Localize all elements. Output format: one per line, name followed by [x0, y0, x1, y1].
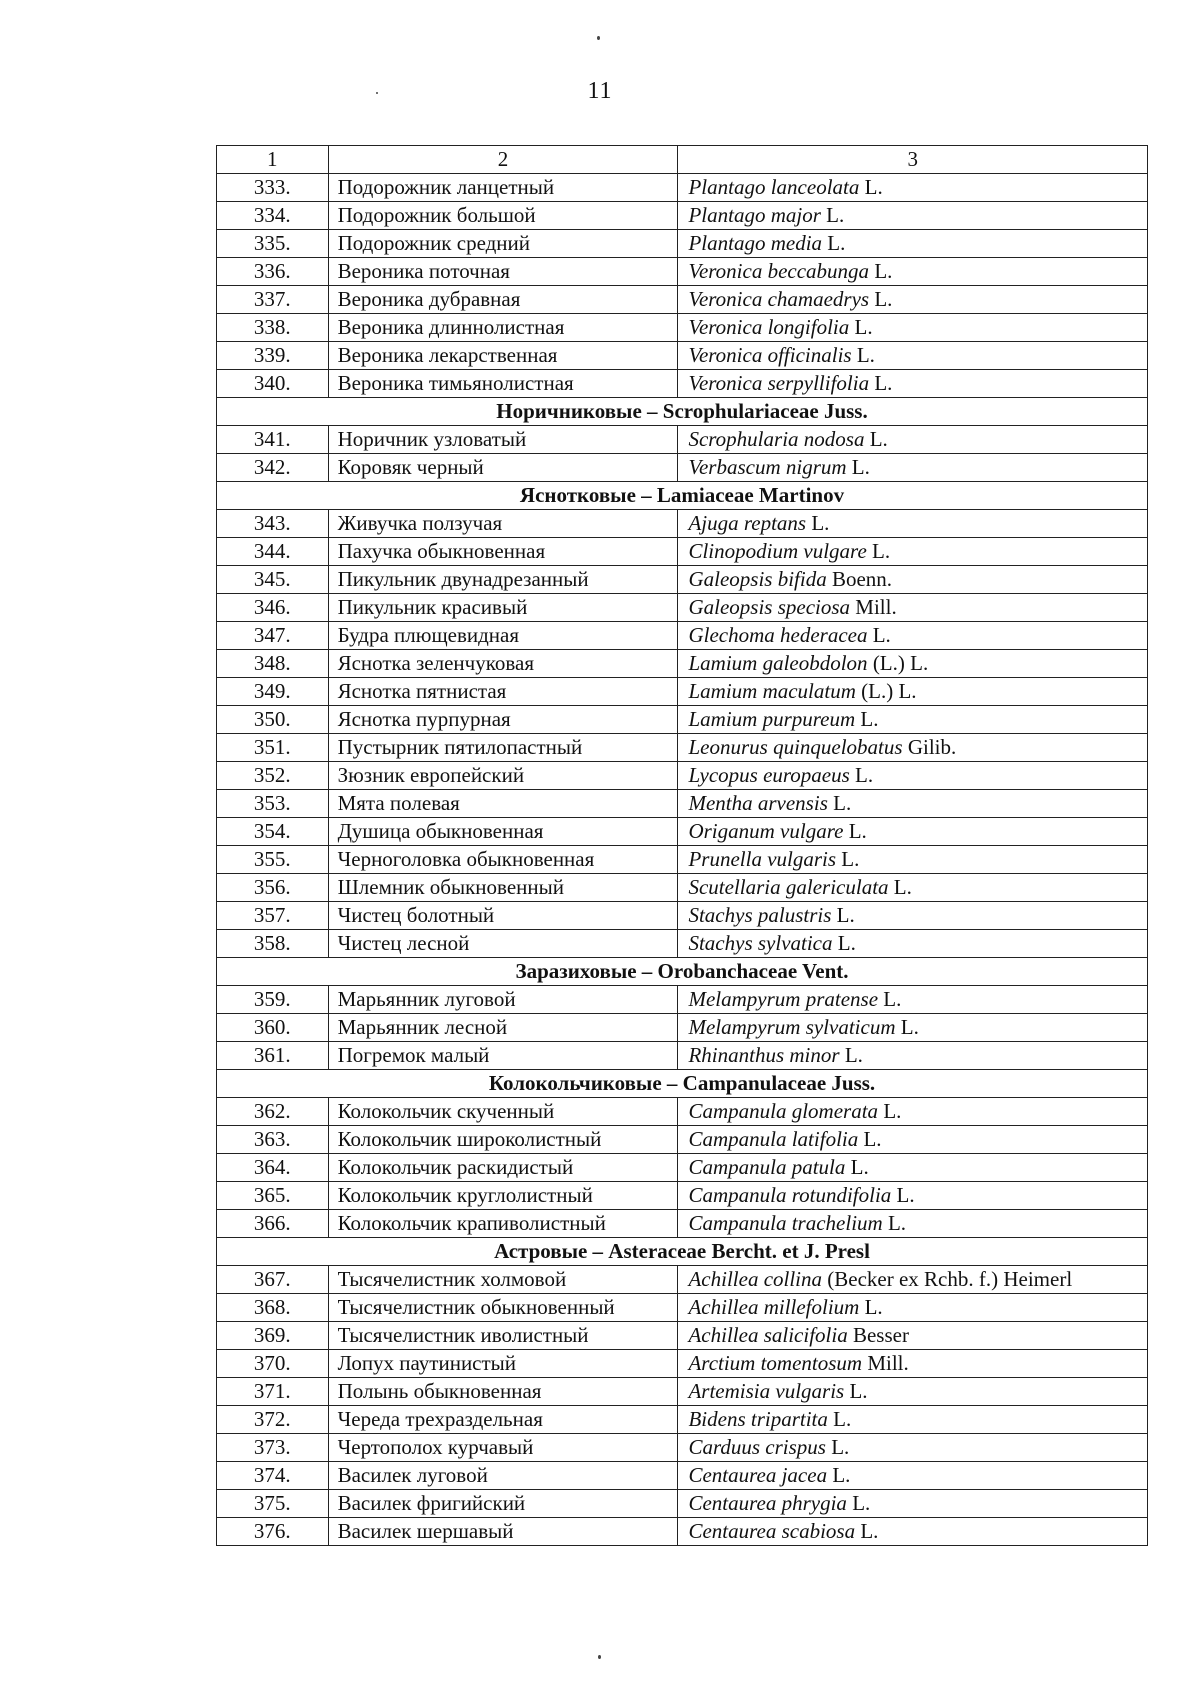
author-citation: L.	[891, 1183, 915, 1207]
russian-name: Василек фригийский	[328, 1490, 678, 1518]
family-header-row	[217, 1070, 1148, 1098]
latin-name	[678, 594, 1148, 622]
russian-name: Яснотка пятнистая	[328, 678, 678, 706]
row-number: 353.	[217, 790, 329, 818]
header-col-number: 1	[217, 146, 329, 174]
table-row	[217, 454, 1148, 482]
table-row	[217, 1042, 1148, 1070]
latin-name	[678, 426, 1148, 454]
latin-binomial: Centaurea jacea	[688, 1463, 828, 1487]
author-citation: L.	[806, 511, 830, 535]
latin-name	[678, 1294, 1148, 1322]
latin-name	[678, 174, 1148, 202]
table-row	[217, 1126, 1148, 1154]
latin-binomial: Arctium tomentosum	[688, 1351, 863, 1375]
table-row	[217, 1014, 1148, 1042]
author-citation: L.	[846, 455, 870, 479]
table-row	[217, 1098, 1148, 1126]
latin-name	[678, 818, 1148, 846]
table-row	[217, 1406, 1148, 1434]
russian-name: Колокольчик скученный	[328, 1098, 678, 1126]
latin-binomial: Campanula rotundifolia	[688, 1183, 892, 1207]
table-row	[217, 986, 1148, 1014]
family-header-row	[217, 958, 1148, 986]
row-number: 360.	[217, 1014, 329, 1042]
russian-name: Чистец болотный	[328, 902, 678, 930]
row-number: 374.	[217, 1462, 329, 1490]
author-citation: Mill.	[862, 1351, 909, 1375]
table-row	[217, 678, 1148, 706]
author-citation: L.	[867, 623, 891, 647]
row-number: 355.	[217, 846, 329, 874]
author-citation: L.	[869, 287, 893, 311]
scan-speck	[598, 1655, 601, 1659]
latin-name	[678, 1014, 1148, 1042]
latin-name	[678, 454, 1148, 482]
latin-name	[678, 1462, 1148, 1490]
table-row	[217, 930, 1148, 958]
author-citation: L.	[843, 819, 867, 843]
russian-name: Будра плющевидная	[328, 622, 678, 650]
latin-binomial: Galeopsis bifida	[688, 567, 827, 591]
table-row	[217, 1378, 1148, 1406]
russian-name: Полынь обыкновенная	[328, 1378, 678, 1406]
latin-binomial: Campanula trachelium	[688, 1211, 883, 1235]
table-row	[217, 286, 1148, 314]
russian-name: Яснотка зеленчуковая	[328, 650, 678, 678]
latin-name	[678, 1322, 1148, 1350]
russian-name: Чертополох курчавый	[328, 1434, 678, 1462]
latin-binomial: Galeopsis speciosa	[688, 595, 851, 619]
author-citation: L.	[869, 371, 893, 395]
russian-name: Подорожник большой	[328, 202, 678, 230]
russian-name: Шлемник обыкновенный	[328, 874, 678, 902]
russian-name: Черноголовка обыкновенная	[328, 846, 678, 874]
latin-name	[678, 1098, 1148, 1126]
latin-binomial: Lamium maculatum	[688, 679, 856, 703]
table-row	[217, 622, 1148, 650]
latin-binomial: Rhinanthus minor	[688, 1043, 840, 1067]
header-col-russian-name: 2	[328, 146, 678, 174]
latin-binomial: Veronica chamaedrys	[688, 287, 870, 311]
latin-name	[678, 1210, 1148, 1238]
russian-name: Марьянник луговой	[328, 986, 678, 1014]
author-citation: L.	[864, 427, 888, 451]
russian-name: Коровяк черный	[328, 454, 678, 482]
russian-name: Душица обыкновенная	[328, 818, 678, 846]
author-citation: L.	[846, 1491, 871, 1515]
latin-name	[678, 1518, 1148, 1546]
latin-binomial: Veronica longifolia	[688, 315, 850, 339]
russian-name: Подорожник ланцетный	[328, 174, 678, 202]
row-number: 343.	[217, 510, 329, 538]
row-number: 340.	[217, 370, 329, 398]
latin-binomial: Achillea collina	[688, 1267, 823, 1291]
russian-name: Вероника длиннолистная	[328, 314, 678, 342]
family-name: Яснотковые – Lamiaceae Martinov	[217, 482, 1148, 510]
latin-binomial: Centaurea phrygia	[688, 1491, 847, 1515]
family-header-row	[217, 482, 1148, 510]
russian-name: Лопух паутинистый	[328, 1350, 678, 1378]
latin-name	[678, 1126, 1148, 1154]
latin-name	[678, 566, 1148, 594]
table-row	[217, 202, 1148, 230]
table-row	[217, 426, 1148, 454]
table-row	[217, 174, 1148, 202]
russian-name: Погремок малый	[328, 1042, 678, 1070]
latin-binomial: Ajuga reptans	[688, 511, 807, 535]
author-citation: L.	[878, 1099, 902, 1123]
table-row	[217, 370, 1148, 398]
russian-name: Живучка ползучая	[328, 510, 678, 538]
latin-binomial: Artemisia vulgaris	[688, 1379, 845, 1403]
author-citation: L.	[832, 931, 856, 955]
latin-name	[678, 846, 1148, 874]
table-row	[217, 1182, 1148, 1210]
latin-binomial: Stachys sylvatica	[688, 931, 833, 955]
russian-name: Тысячелистник обыкновенный	[328, 1294, 678, 1322]
table-row	[217, 734, 1148, 762]
latin-name	[678, 342, 1148, 370]
row-number: 352.	[217, 762, 329, 790]
row-number: 338.	[217, 314, 329, 342]
latin-name	[678, 1434, 1148, 1462]
latin-name	[678, 538, 1148, 566]
author-citation: (L.) L.	[855, 679, 917, 703]
row-number: 371.	[217, 1378, 329, 1406]
table-row	[217, 1266, 1148, 1294]
author-citation: L.	[878, 987, 902, 1011]
row-number: 335.	[217, 230, 329, 258]
row-number: 336.	[217, 258, 329, 286]
table-row	[217, 846, 1148, 874]
latin-name	[678, 874, 1148, 902]
table-row	[217, 874, 1148, 902]
latin-binomial: Scutellaria galericulata	[688, 875, 889, 899]
row-number: 373.	[217, 1434, 329, 1462]
latin-binomial: Prunella vulgaris	[688, 847, 837, 871]
table-row	[217, 790, 1148, 818]
row-number: 333.	[217, 174, 329, 202]
author-citation: L.	[839, 1043, 863, 1067]
latin-name	[678, 734, 1148, 762]
table-row	[217, 706, 1148, 734]
russian-name: Чистец лесной	[328, 930, 678, 958]
russian-name: Подорожник средний	[328, 230, 678, 258]
author-citation: L.	[831, 903, 855, 927]
row-number: 337.	[217, 286, 329, 314]
latin-binomial: Origanum vulgare	[688, 819, 844, 843]
latin-binomial: Plantago media	[688, 231, 823, 255]
row-number: 364.	[217, 1154, 329, 1182]
family-name: Заразиховые – Orobanchaceae Vent.	[217, 958, 1148, 986]
author-citation: Mill.	[850, 595, 897, 619]
russian-name: Василек луговой	[328, 1462, 678, 1490]
family-header-row	[217, 1238, 1148, 1266]
table-row	[217, 1210, 1148, 1238]
row-number: 369.	[217, 1322, 329, 1350]
latin-name	[678, 678, 1148, 706]
row-number: 358.	[217, 930, 329, 958]
row-number: 366.	[217, 1210, 329, 1238]
author-citation: L.	[845, 1155, 869, 1179]
latin-binomial: Melampyrum pratense	[688, 987, 879, 1011]
author-citation: L.	[820, 203, 845, 227]
table-row	[217, 538, 1148, 566]
latin-binomial: Centaurea scabiosa	[688, 1519, 856, 1543]
latin-binomial: Campanula patula	[688, 1155, 846, 1179]
latin-binomial: Achillea millefolium	[688, 1295, 860, 1319]
table-row	[217, 650, 1148, 678]
row-number: 376.	[217, 1518, 329, 1546]
table-row	[217, 510, 1148, 538]
russian-name: Колокольчик широколистный	[328, 1126, 678, 1154]
table-row	[217, 1154, 1148, 1182]
table-row	[217, 314, 1148, 342]
author-citation: L.	[858, 1127, 882, 1151]
author-citation: L.	[855, 707, 879, 731]
russian-name: Мята полевая	[328, 790, 678, 818]
russian-name: Вероника тимьянолистная	[328, 370, 678, 398]
latin-binomial: Achillea salicifolia	[688, 1323, 848, 1347]
author-citation: L.	[855, 1519, 879, 1543]
latin-binomial: Campanula latifolia	[688, 1127, 859, 1151]
author-citation: L.	[895, 1015, 919, 1039]
latin-binomial: Lamium galeobdolon	[688, 651, 868, 675]
russian-name: Тысячелистник холмовой	[328, 1266, 678, 1294]
row-number: 363.	[217, 1126, 329, 1154]
author-citation: L.	[849, 763, 874, 787]
russian-name: Колокольчик круглолистный	[328, 1182, 678, 1210]
row-number: 348.	[217, 650, 329, 678]
latin-binomial: Lamium purpureum	[688, 707, 856, 731]
latin-binomial: Melampyrum sylvaticum	[688, 1015, 896, 1039]
scan-speck	[597, 36, 600, 40]
latin-binomial: Stachys palustris	[688, 903, 832, 927]
author-citation: L.	[849, 315, 873, 339]
latin-name	[678, 706, 1148, 734]
row-number: 345.	[217, 566, 329, 594]
page-number: 11	[587, 78, 613, 104]
author-citation: L.	[822, 231, 846, 255]
russian-name: Череда трехраздельная	[328, 1406, 678, 1434]
latin-name	[678, 986, 1148, 1014]
table-row	[217, 230, 1148, 258]
latin-name	[678, 314, 1148, 342]
table-row	[217, 1322, 1148, 1350]
latin-name	[678, 622, 1148, 650]
latin-binomial: Leonurus quinquelobatus	[688, 735, 903, 759]
latin-name	[678, 1350, 1148, 1378]
table-header-row	[217, 146, 1148, 174]
latin-name	[678, 1042, 1148, 1070]
latin-name	[678, 1266, 1148, 1294]
row-number: 357.	[217, 902, 329, 930]
latin-name	[678, 930, 1148, 958]
table-row	[217, 594, 1148, 622]
row-number: 346.	[217, 594, 329, 622]
latin-name	[678, 1378, 1148, 1406]
table-row	[217, 1294, 1148, 1322]
row-number: 349.	[217, 678, 329, 706]
row-number: 339.	[217, 342, 329, 370]
russian-name: Норичник узловатый	[328, 426, 678, 454]
author-citation: L.	[869, 259, 893, 283]
latin-binomial: Verbascum nigrum	[688, 455, 847, 479]
row-number: 359.	[217, 986, 329, 1014]
latin-name	[678, 1182, 1148, 1210]
row-number: 356.	[217, 874, 329, 902]
russian-name: Пикульник красивый	[328, 594, 678, 622]
latin-name	[678, 762, 1148, 790]
row-number: 367.	[217, 1266, 329, 1294]
author-citation: L.	[866, 539, 891, 563]
row-number: 334.	[217, 202, 329, 230]
latin-name	[678, 902, 1148, 930]
table-row	[217, 566, 1148, 594]
row-number: 370.	[217, 1350, 329, 1378]
russian-name: Тысячелистник иволистный	[328, 1322, 678, 1350]
latin-name	[678, 202, 1148, 230]
author-citation: L.	[859, 175, 883, 199]
russian-name: Пахучка обыкновенная	[328, 538, 678, 566]
latin-name	[678, 1406, 1148, 1434]
latin-binomial: Carduus crispus	[688, 1435, 826, 1459]
latin-binomial: Lycopus europaeus	[688, 763, 850, 787]
russian-name: Василек шершавый	[328, 1518, 678, 1546]
author-citation: L.	[827, 791, 852, 815]
russian-name: Яснотка пурпурная	[328, 706, 678, 734]
russian-name: Пикульник двунадрезанный	[328, 566, 678, 594]
latin-name	[678, 1490, 1148, 1518]
species-table	[216, 145, 1148, 1546]
latin-binomial: Plantago lanceolata	[688, 175, 860, 199]
row-number: 342.	[217, 454, 329, 482]
latin-binomial: Veronica beccabunga	[688, 259, 870, 283]
table-row	[217, 258, 1148, 286]
row-number: 351.	[217, 734, 329, 762]
latin-binomial: Glechoma hederacea	[688, 623, 868, 647]
russian-name: Вероника поточная	[328, 258, 678, 286]
row-number: 350.	[217, 706, 329, 734]
row-number: 365.	[217, 1182, 329, 1210]
family-name: Колокольчиковые – Campanulaceae Juss.	[217, 1070, 1148, 1098]
latin-binomial: Veronica officinalis	[688, 343, 852, 367]
row-number: 372.	[217, 1406, 329, 1434]
table-row	[217, 818, 1148, 846]
latin-name	[678, 370, 1148, 398]
author-citation: L.	[859, 1295, 883, 1319]
species-table-body	[217, 146, 1148, 1546]
family-header-row	[217, 398, 1148, 426]
author-citation: Gilib.	[902, 735, 957, 759]
row-number: 344.	[217, 538, 329, 566]
author-citation: Boenn.	[826, 567, 893, 591]
latin-name	[678, 230, 1148, 258]
table-row	[217, 1490, 1148, 1518]
author-citation: L.	[827, 1407, 852, 1431]
latin-binomial: Clinopodium vulgare	[688, 539, 867, 563]
latin-name	[678, 650, 1148, 678]
latin-binomial: Campanula glomerata	[688, 1099, 879, 1123]
russian-name: Марьянник лесной	[328, 1014, 678, 1042]
row-number: 341.	[217, 426, 329, 454]
family-name: Норичниковые – Scrophulariaceae Juss.	[217, 398, 1148, 426]
author-citation: L.	[825, 1435, 850, 1459]
author-citation: L.	[888, 875, 912, 899]
table-row	[217, 1462, 1148, 1490]
table-row	[217, 1518, 1148, 1546]
latin-name	[678, 258, 1148, 286]
row-number: 375.	[217, 1490, 329, 1518]
latin-binomial: Veronica serpyllifolia	[688, 371, 870, 395]
latin-name	[678, 1154, 1148, 1182]
row-number: 347.	[217, 622, 329, 650]
russian-name: Пустырник пятилопастный	[328, 734, 678, 762]
row-number: 354.	[217, 818, 329, 846]
latin-name	[678, 790, 1148, 818]
latin-name	[678, 286, 1148, 314]
russian-name: Колокольчик раскидистый	[328, 1154, 678, 1182]
latin-binomial: Plantago major	[688, 203, 821, 227]
table-row	[217, 1350, 1148, 1378]
row-number: 368.	[217, 1294, 329, 1322]
author-citation: L.	[844, 1379, 868, 1403]
table-row	[217, 902, 1148, 930]
russian-name: Вероника лекарственная	[328, 342, 678, 370]
author-citation: L.	[851, 343, 875, 367]
latin-binomial: Scrophularia nodosa	[688, 427, 865, 451]
author-citation: L.	[836, 847, 860, 871]
table-row	[217, 762, 1148, 790]
author-citation: (Becker ex Rchb. f.) Heimerl	[822, 1267, 1073, 1291]
latin-binomial: Bidens tripartita	[688, 1407, 828, 1431]
russian-name: Зюзник европейский	[328, 762, 678, 790]
author-citation: L.	[827, 1463, 851, 1487]
header-col-latin-name: 3	[678, 146, 1148, 174]
latin-binomial: Mentha arvensis	[688, 791, 828, 815]
row-number: 361.	[217, 1042, 329, 1070]
author-citation: Besser	[847, 1323, 909, 1347]
latin-name	[678, 510, 1148, 538]
russian-name: Колокольчик крапиволистный	[328, 1210, 678, 1238]
family-name: Астровые – Asteraceae Bercht. et J. Presl	[217, 1238, 1148, 1266]
author-citation: (L.) L.	[867, 651, 929, 675]
table-row	[217, 1434, 1148, 1462]
author-citation: L.	[882, 1211, 907, 1235]
table-row	[217, 342, 1148, 370]
row-number: 362.	[217, 1098, 329, 1126]
russian-name: Вероника дубравная	[328, 286, 678, 314]
